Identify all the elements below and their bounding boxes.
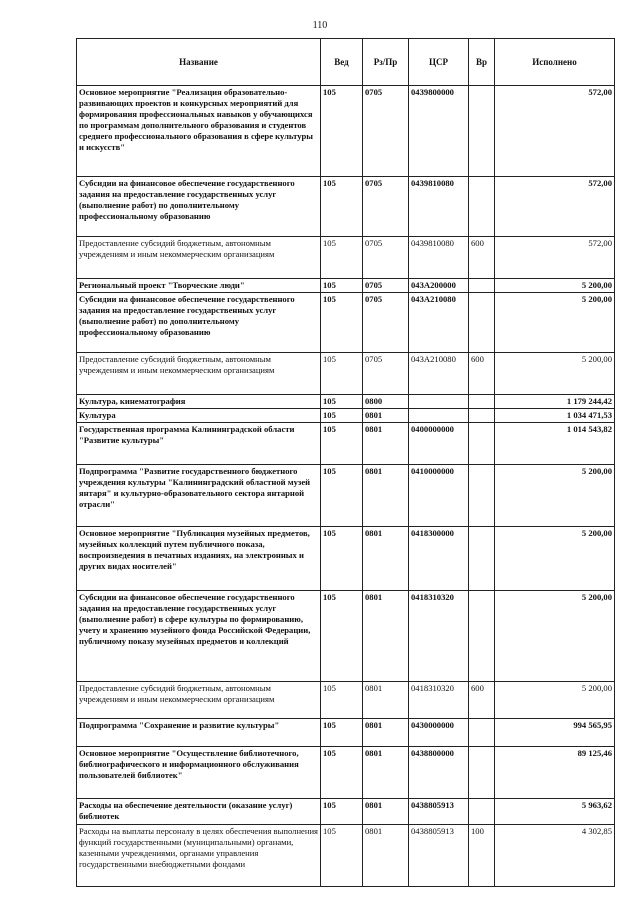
row-csr: 043A210080 [409,353,469,395]
table-row [77,747,615,799]
row-ved: 105 [321,279,363,293]
header-rz-pr: Рз/Пр [363,39,409,86]
table-row [77,353,615,395]
row-csr: 0410000000 [409,465,469,527]
table-row [77,293,615,353]
row-ved: 105 [321,465,363,527]
row-name: Основное мероприятие "Публикация музейных предметов, музейных коллекций путем публичного показа, воспроизведения в печатных изданиях, на электронных и других видах носителей" [77,527,321,591]
row-csr: 0418300000 [409,527,469,591]
row-csr: 0439810080 [409,237,469,279]
row-vr [469,799,495,825]
row-csr: 0438805913 [409,825,469,887]
row-sum: 1 014 543,82 [495,423,615,465]
table-row [77,465,615,527]
row-vr: 600 [469,682,495,719]
row-name: Государственная программа Калининградской области "Развитие культуры" [77,423,321,465]
row-ved: 105 [321,86,363,177]
table-row [77,527,615,591]
row-vr: 600 [469,353,495,395]
row-sum: 5 200,00 [495,527,615,591]
row-name: Региональный проект "Творческие люди" [77,279,321,293]
row-rz: 0801 [363,825,409,887]
row-name: Основное мероприятие "Реализация образовательно-развивающих проектов и конкурсных мероприятий для формирования профессиональных навыков у обучающихся по программам дополнительного образования и студентов среднего профессионального образования в сфере культуры и искусств" [77,86,321,177]
row-ved: 105 [321,423,363,465]
row-csr [409,395,469,409]
row-vr [469,177,495,237]
row-name: Предоставление субсидий бюджетным, автономным учреждениям и иным некоммерческим организациям [77,682,321,719]
row-sum: 5 200,00 [495,293,615,353]
budget-table [76,38,615,887]
row-ved: 105 [321,682,363,719]
row-ved: 105 [321,719,363,747]
table-row [77,719,615,747]
row-rz: 0801 [363,747,409,799]
row-rz: 0801 [363,527,409,591]
row-rz: 0801 [363,591,409,682]
row-rz: 0801 [363,719,409,747]
row-rz: 0705 [363,353,409,395]
row-vr [469,409,495,423]
row-ved: 105 [321,799,363,825]
row-vr [469,293,495,353]
row-csr [409,409,469,423]
row-ved: 105 [321,353,363,395]
row-sum: 572,00 [495,177,615,237]
row-name: Предоставление субсидий бюджетным, автономным учреждениям и иным некоммерческим организациям [77,353,321,395]
row-vr [469,527,495,591]
row-csr: 0439810080 [409,177,469,237]
row-sum: 4 302,85 [495,825,615,887]
table-row [77,177,615,237]
row-name: Основное мероприятие "Осуществление библиотечного, библиографического и информационного обслуживания пользователей библиотек" [77,747,321,799]
row-name: Субсидии на финансовое обеспечение государственного задания на предоставление государственных услуг (выполнение работ) в сфере культуры по формированию, учету и хранению музейного фонда Российской Федерации, публичному показу музейных предметов и коллекций [77,591,321,682]
row-ved: 105 [321,825,363,887]
row-rz: 0801 [363,682,409,719]
row-ved: 105 [321,237,363,279]
row-vr [469,719,495,747]
row-ved: 105 [321,409,363,423]
row-vr: 600 [469,237,495,279]
row-csr: 0430000000 [409,719,469,747]
row-csr: 043A200000 [409,279,469,293]
row-csr: 0418310320 [409,591,469,682]
header-executed: Исполнено [495,39,615,86]
row-sum: 5 200,00 [495,279,615,293]
table-row [77,423,615,465]
row-sum: 5 200,00 [495,591,615,682]
table-row [77,237,615,279]
row-csr: 0438805913 [409,799,469,825]
table-row [77,825,615,887]
row-rz: 0800 [363,395,409,409]
row-rz: 0705 [363,86,409,177]
row-name: Культура, кинематография [77,395,321,409]
row-sum: 5 963,62 [495,799,615,825]
row-vr [469,591,495,682]
row-sum: 1 179 244,42 [495,395,615,409]
row-sum: 5 200,00 [495,465,615,527]
row-name: Расходы на обеспечение деятельности (оказание услуг) библиотек [77,799,321,825]
row-sum: 1 034 471,53 [495,409,615,423]
header-name: Название [77,39,321,86]
row-name: Культура [77,409,321,423]
row-sum: 572,00 [495,237,615,279]
row-vr [469,395,495,409]
row-ved: 105 [321,395,363,409]
row-sum: 89 125,46 [495,747,615,799]
row-vr: 100 [469,825,495,887]
row-vr [469,747,495,799]
row-csr: 0438800000 [409,747,469,799]
table-row [77,279,615,293]
row-sum: 572,00 [495,86,615,177]
row-csr: 0439800000 [409,86,469,177]
row-sum: 5 200,00 [495,682,615,719]
header-vr: Вр [469,39,495,86]
row-rz: 0705 [363,237,409,279]
row-sum: 994 565,95 [495,719,615,747]
row-rz: 0705 [363,293,409,353]
table-row [77,799,615,825]
row-name: Расходы на выплаты персоналу в целях обеспечения выполнения функций государственными (муниципальными) органами, казенными учреждениями, органами управления государственными внебюджетными фондами [77,825,321,887]
header-csr: ЦСР [409,39,469,86]
table-header-row [77,39,615,86]
row-name: Подпрограмма "Сохранение и развитие культуры" [77,719,321,747]
row-vr [469,423,495,465]
row-rz: 0801 [363,465,409,527]
table-row [77,86,615,177]
row-vr [469,279,495,293]
row-name: Субсидии на финансовое обеспечение государственного задания на предоставление государственных услуг (выполнение работ) по дополнительному профессиональному образованию [77,177,321,237]
row-sum: 5 200,00 [495,353,615,395]
row-ved: 105 [321,177,363,237]
table-row [77,682,615,719]
table-row [77,409,615,423]
table-row [77,395,615,409]
row-csr: 0400000000 [409,423,469,465]
header-ved: Вед [321,39,363,86]
row-name: Предоставление субсидий бюджетным, автономным учреждениям и иным некоммерческим организациям [77,237,321,279]
table-row [77,591,615,682]
row-ved: 105 [321,293,363,353]
row-vr [469,86,495,177]
row-vr [469,465,495,527]
page-number: 110 [312,20,328,31]
row-name: Субсидии на финансовое обеспечение государственного задания на предоставление государственных услуг (выполнение работ) по дополнительному профессиональному образованию [77,293,321,353]
row-rz: 0705 [363,279,409,293]
row-rz: 0705 [363,177,409,237]
row-csr: 0418310320 [409,682,469,719]
row-rz: 0801 [363,409,409,423]
row-rz: 0801 [363,423,409,465]
row-rz: 0801 [363,799,409,825]
row-ved: 105 [321,527,363,591]
row-csr: 043A210080 [409,293,469,353]
row-ved: 105 [321,591,363,682]
row-name: Подпрограмма "Развитие государственного бюджетного учреждения культуры "Калининградский областной музей янтаря" и культурно-образовательного сектора янтарной отрасли" [77,465,321,527]
row-ved: 105 [321,747,363,799]
